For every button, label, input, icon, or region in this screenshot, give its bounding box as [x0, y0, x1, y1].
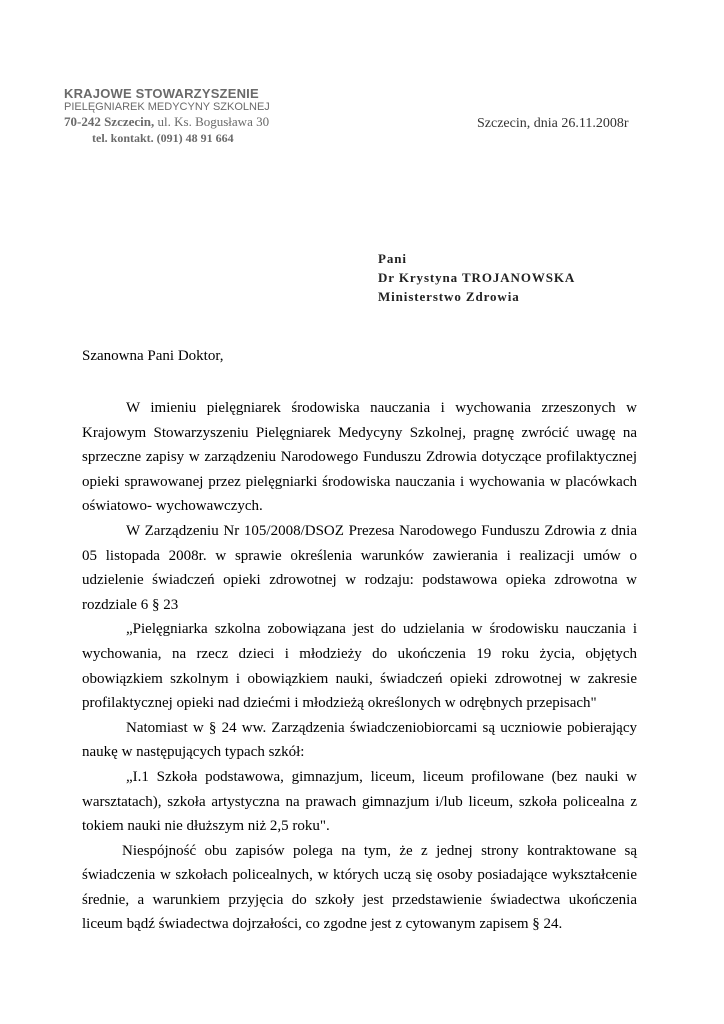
letterhead — [64, 86, 270, 146]
recipient-salutation: Pani — [378, 251, 407, 266]
letter-date: Szczecin, dnia 26.11.2008r — [477, 116, 629, 131]
paragraph-intro: W imieniu pielęgniarek środowiska nauczania i wychowania zrzeszonych w Krajowym Stowarzyszeniu Pielęgniarek Medycyny Szkolnej, pragnę zwrócić uwagę na sprzeczne zapisy w zarządzeniu Narodowego Funduszu Zdrowia dotyczące profilaktycznej opieki sprawowanej przez pielęgniarki środowiska nauczania i wychowania w placówkach oświatowo- wychowawczych. — [82, 400, 637, 515]
greeting: Szanowna Pani Doktor, — [82, 348, 224, 364]
recipient-name: Dr Krystyna TROJANOWSKA — [378, 270, 576, 285]
street-address: ul. Ks. Bogusława 30 — [154, 114, 270, 129]
organization-address — [64, 114, 270, 130]
paragraph-regulation: W Zarządzeniu Nr 105/2008/DSOZ Prezesa Narodowego Funduszu Zdrowia z dnia 05 listopada 2008r. w sprawie określenia warunków zawierania i realizacji umów o udzielenie świadczeń opieki zdrowotnej w rodzaju: podstawowa opieka zdrowotna w rozdziale 6 § 23 — [82, 522, 637, 613]
paragraph-quote-24: „I.1 Szkoła podstawowa, gimnazjum, liceum, liceum profilowane (bez nauki w warsztatach), szkoła artystyczna na prawach gimnazjum i/lub liceum, szkoła policealna z tokiem nauki nie dłuższym niż 2,5 roku". — [82, 768, 637, 835]
paragraph-inconsistency: Niespójność obu zapisów polega na tym, że z jednej strony kontraktowane są świadczenia w szkołach policealnych, w których uczą się osoby posiadające wykształcenie średnie, a warunkiem przyjęcia do szkoły jest przedstawienie świadectwa ukończenia liceum bądź świadectwa dojrzałości, co zgodne jest z cytowanym zapisem § 24. — [82, 842, 637, 933]
organization-phone: tel. kontakt. (091) 48 91 664 — [92, 131, 234, 145]
postal-code-city: 70-242 Szczecin, — [64, 114, 155, 129]
organization-subtitle: PIELĘGNIAREK MEDYCYNY SZKOLNEJ — [64, 101, 270, 113]
recipient-block — [378, 249, 575, 306]
recipient-institution: Ministerstwo Zdrowia — [378, 289, 520, 304]
letter-body — [82, 396, 637, 937]
paragraph-section-24: Natomiast w § 24 ww. Zarządzenia świadczeniobiorcami są uczniowie pobierający naukę w następujących typach szkół: — [82, 719, 637, 761]
organization-name: KRAJOWE STOWARZYSZENIE — [64, 86, 259, 101]
paragraph-quote-23: „Pielęgniarka szkolna zobowiązana jest do udzielania w środowisku nauczania i wychowania, na rzecz dzieci i młodzieży do ukończenia 19 roku życia, objętych obowiązkiem szkolnym i obowiązkiem nauki, świadczeń opieki zdrowotnej w zakresie profilaktycznej opieki nad dziećmi i młodzieżą określonych w odrębnych przepisach" — [82, 621, 637, 712]
